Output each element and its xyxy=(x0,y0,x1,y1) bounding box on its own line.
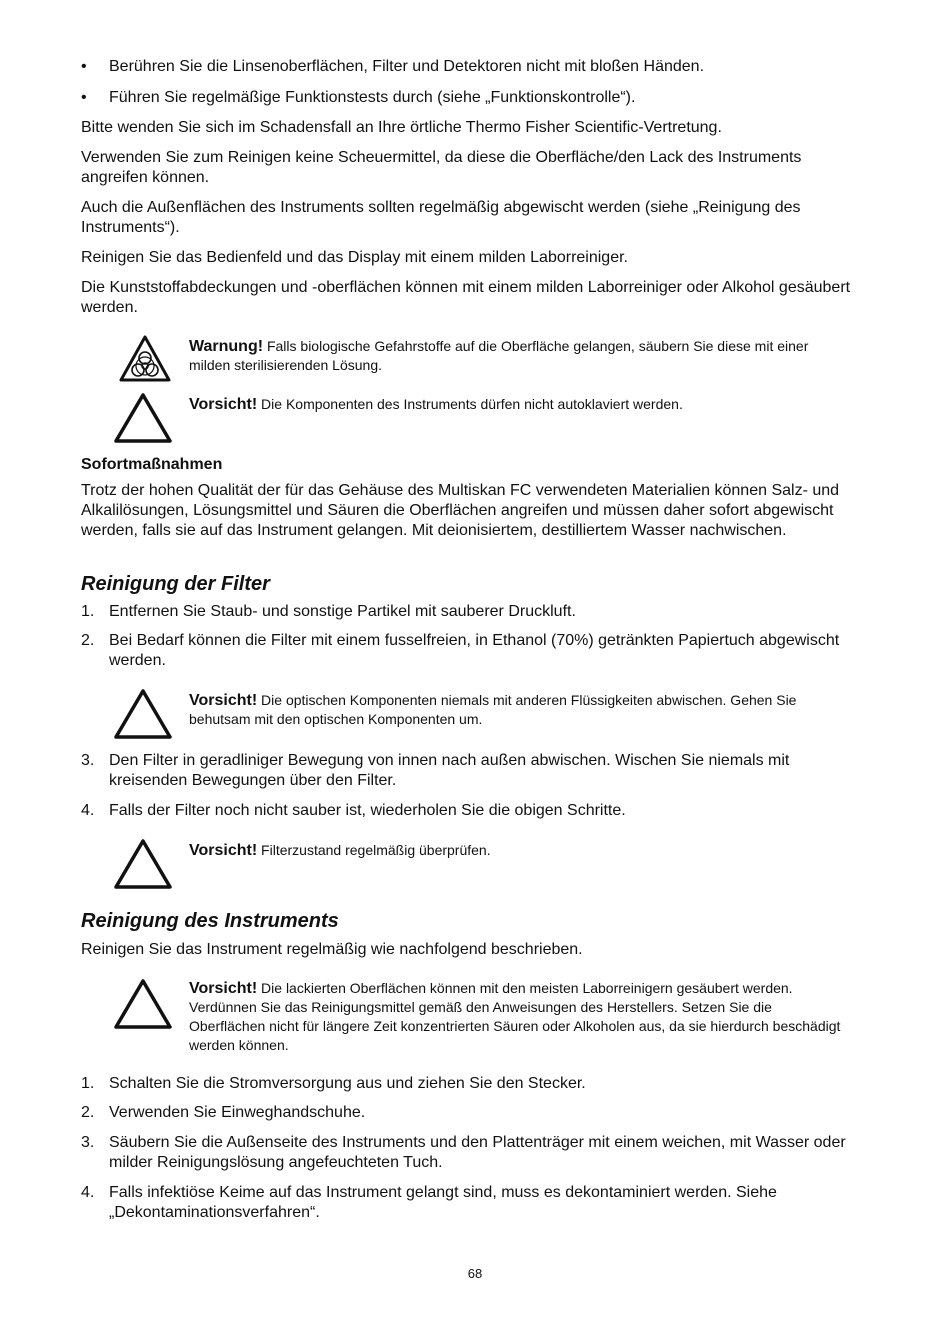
caution-note xyxy=(189,979,849,1055)
note-lead: Vorsicht! xyxy=(189,396,258,413)
paragraph: Verwenden Sie zum Reinigen keine Scheuermittel, da diese die Oberfläche/den Lack des Instruments angreifen können. xyxy=(81,149,802,186)
paragraph: Bitte wenden Sie sich im Schadensfall an Ihre örtliche Thermo Fisher Scientific-Vertretung. xyxy=(81,119,722,136)
warning-triangle-icon xyxy=(113,688,173,740)
list-text: Säubern Sie die Außenseite des Instruments und den Plattenträger mit einem weichen, mit Wasser oder milder Reinigungslösung angefeuchteten Tuch. xyxy=(109,1134,846,1171)
note-lead: Vorsicht! xyxy=(189,692,258,709)
caution-note xyxy=(189,395,849,414)
note-lead: Warnung! xyxy=(189,338,264,355)
paragraph: Reinigen Sie das Instrument regelmäßig wie nachfolgend beschrieben. xyxy=(81,941,583,958)
caution-note xyxy=(189,841,849,860)
list-text: Den Filter in geradliniger Bewegung von innen nach außen abwischen. Wischen Sie niemals mit kreisenden Bewegungen über den Filter. xyxy=(109,752,790,789)
list-text: Bei Bedarf können die Filter mit einem fusselfreien, in Ethanol (70%) getränkten Papiertuch abgewischt werden. xyxy=(109,632,840,669)
list-number: 4. xyxy=(81,1184,95,1201)
list-number: 2. xyxy=(81,632,95,649)
caution-note xyxy=(189,691,849,729)
list-number: 4. xyxy=(81,802,95,819)
note-text: Filterzustand regelmäßig überprüfen. xyxy=(261,842,491,858)
list-number: 2. xyxy=(81,1104,95,1121)
warning-triangle-icon xyxy=(113,838,173,890)
note-text: Die lackierten Oberflächen können mit den meisten Laborreinigern gesäubert werden. Verdünnen Sie das Reinigungsmittel gemäß den Anweisungen des Herstellers. Setzen Sie die Oberflächen nicht für längere Zeit konzentrierten Säuren oder Alkoholen aus, da sie hierdurch beschädigt werden können. xyxy=(189,980,841,1053)
list-number: 3. xyxy=(81,1134,95,1151)
warning-triangle-icon xyxy=(113,392,173,444)
paragraph: Die Kunststoffabdeckungen und -oberflächen können mit einem milden Laborreiniger oder Alkohol gesäubert werden. xyxy=(81,279,851,316)
section-title: Reinigung der Filter xyxy=(81,573,270,595)
note-text: Falls biologische Gefahrstoffe auf die Oberfläche gelangen, säubern Sie diese mit einer milden sterilisierenden Lösung. xyxy=(189,338,809,373)
list-number: 1. xyxy=(81,1075,95,1092)
note-text: Die Komponenten des Instruments dürfen nicht autoklaviert werden. xyxy=(261,396,683,412)
bullet-dot: • xyxy=(81,58,87,75)
paragraph: Reinigen Sie das Bedienfeld und das Display mit einem milden Laborreiniger. xyxy=(81,249,628,266)
note-text: Die optischen Komponenten niemals mit anderen Flüssigkeiten abwischen. Gehen Sie behutsam mit den optischen Komponenten um. xyxy=(189,692,797,727)
list-text: Verwenden Sie Einweghandschuhe. xyxy=(109,1104,366,1121)
section-heading: Sofortmaßnahmen xyxy=(81,456,223,473)
biohazard-icon xyxy=(118,334,172,384)
bullet-text: Berühren Sie die Linsenoberflächen, Filter und Detektoren nicht mit bloßen Händen. xyxy=(109,58,705,75)
list-text: Falls der Filter noch nicht sauber ist, wiederholen Sie die obigen Schritte. xyxy=(109,802,626,819)
bullet-dot: • xyxy=(81,89,87,106)
paragraph: Auch die Außenflächen des Instruments sollten regelmäßig abgewischt werden (siehe „Reinigung des Instruments“). xyxy=(81,199,801,236)
list-text: Falls infektiöse Keime auf das Instrument gelangt sind, muss es dekontaminiert werden. Siehe „Dekontaminationsverfahren“. xyxy=(109,1184,777,1221)
list-number: 3. xyxy=(81,752,95,769)
note-lead: Vorsicht! xyxy=(189,842,258,859)
list-text: Entfernen Sie Staub- und sonstige Partikel mit sauberer Druckluft. xyxy=(109,603,576,620)
page-number: 68 xyxy=(467,1266,483,1281)
list-number: 1. xyxy=(81,603,95,620)
note-lead: Vorsicht! xyxy=(189,980,258,997)
list-text: Schalten Sie die Stromversorgung aus und ziehen Sie den Stecker. xyxy=(109,1075,586,1092)
warning-note xyxy=(189,337,849,375)
section-title: Reinigung des Instruments xyxy=(81,910,339,932)
paragraph: Trotz der hohen Qualität der für das Gehäuse des Multiskan FC verwendeten Materialien können Salz- und Alkalilösungen, Lösungsmittel und Säuren die Oberflächen angreifen und müssen daher sofort abgewischt werden, falls sie auf das Instrument gelangen. Mit deionisiertem, destilliertem Wasser nachwischen. xyxy=(81,482,840,539)
warning-triangle-icon xyxy=(113,978,173,1030)
bullet-text: Führen Sie regelmäßige Funktionstests durch (siehe „Funktionskontrolle“). xyxy=(109,89,636,106)
